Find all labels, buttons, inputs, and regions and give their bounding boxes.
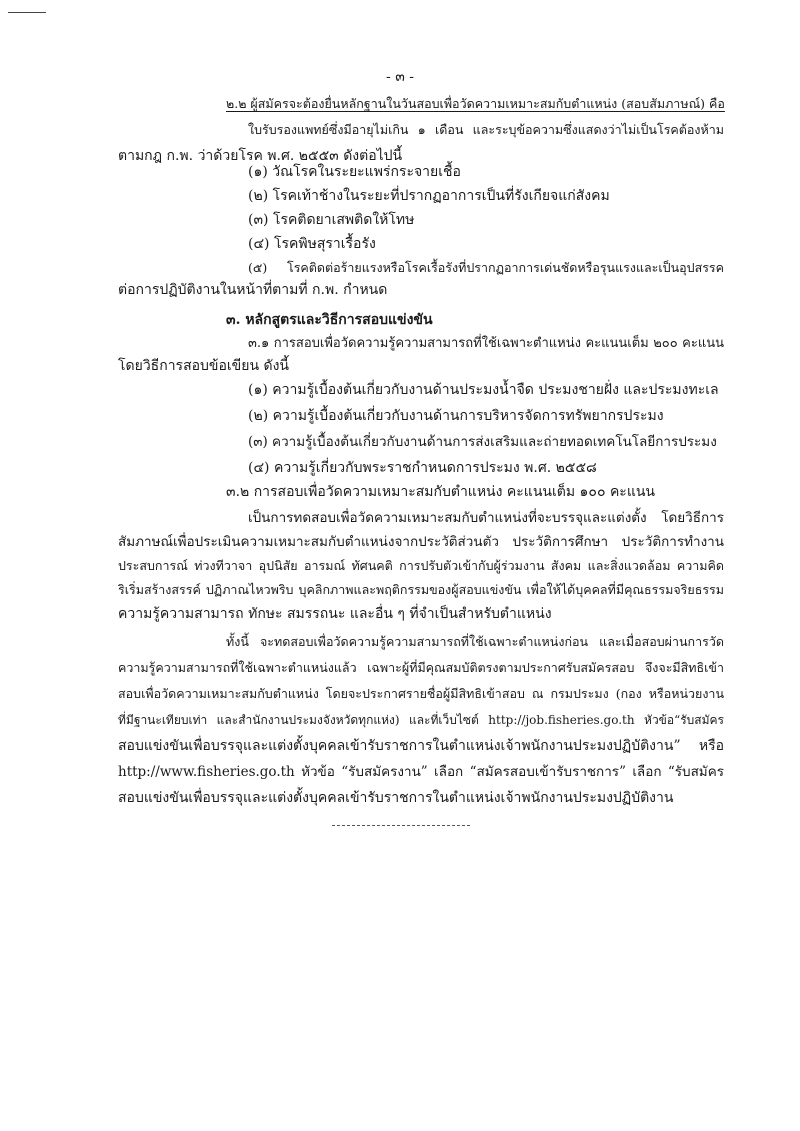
paragraph-line: ประสบการณ์ ท่วงทีวาจา อุปนิสัย อารมณ์ ทัศนคติ การปรับตัวเข้ากับผู้ร่วมงาน สังคม และสิ่งแวดล้อม ความคิด — [118, 558, 724, 573]
paragraph-line: ริเริ่มสร้างสรรค์ ปฏิภาณไหวพริบ บุคลิกภาพและพฤติกรรมของผู้สอบแข่งขัน เพื่อให้ได้บุคคลที่มีคุณธรรมจริยธรรม — [118, 582, 724, 597]
paragraph-line: สัมภาษณ์เพื่อประเมินความเหมาะสมกับตำแหน่งจากประวัติส่วนตัว ประวัติการศึกษา ประวัติการทำงาน — [118, 534, 724, 550]
end-divider — [332, 825, 470, 826]
topic-item: (๑) ความรู้เบื้องต้นเกี่ยวกับงานด้านประมงน้ำจืด ประมงชายฝั่ง และประมงทะเล — [248, 382, 719, 398]
closing-paragraph-line: สอบแข่งขันเพื่อบรรจุและแต่งตั้งบุคคลเข้ารับราชการในตำแหน่งเจ้าพนักงานประมงปฏิบัติงาน” หรือ — [118, 738, 724, 754]
disease-item: (๓) โรคติดยาเสพติดให้โทษ — [248, 212, 415, 228]
disease-item: (๒) โรคเท้าช้างในระยะที่ปรากฏอาการเป็นที่รังเกียจแก่สังคม — [248, 188, 610, 204]
closing-paragraph-line: ความรู้ความสามารถที่ใช้เฉพาะตำแหน่งแล้ว เฉพาะผู้ที่มีคุณสมบัติตรงตามประกาศรับสมัครสอบ จึงจะมีสิทธิเข้า — [118, 660, 724, 675]
section-2-2-line: ตามกฎ ก.พ. ว่าด้วยโรค พ.ศ. ๒๕๕๓ ดังต่อไปนี้ — [118, 148, 403, 164]
section-2-2-heading: ๒.๒ ผู้สมัครจะต้องยื่นหลักฐานในวันสอบเพื่อวัดความเหมาะสมกับตำแหน่ง (สอบสัมภาษณ์) คือ — [226, 96, 725, 111]
closing-paragraph-line: สอบแข่งขันเพื่อบรรจุและแต่งตั้งบุคคลเข้ารับราชการในตำแหน่งเจ้าพนักงานประมงปฏิบัติงาน — [118, 790, 674, 806]
paragraph-line: เป็นการทดสอบเพื่อวัดความเหมาะสมกับตำแหน่งที่จะบรรจุและแต่งตั้ง โดยวิธีการ — [248, 510, 724, 526]
paragraph-line: ความรู้ความสามารถ ทักษะ สมรรถนะ และอื่น ๆ ที่จำเป็นสำหรับตำแหน่ง — [118, 606, 552, 622]
section-3-heading: ๓. หลักสูตรและวิธีการสอบแข่งขัน — [226, 312, 433, 328]
disease-item: (๑) วัณโรคในระยะแพร่กระจายเชื้อ — [248, 164, 461, 180]
closing-paragraph-line: http://www.fisheries.go.th หัวข้อ “รับสมัครงาน” เลือก “สมัครสอบเข้ารับราชการ” เลือก “รับสมัคร — [118, 764, 724, 780]
closing-paragraph-line: สอบเพื่อวัดความเหมาะสมกับตำแหน่ง โดยจะประกาศรายชื่อผู้มีสิทธิเข้าสอบ ณ กรมประมง (กอง หรือหน่วยงาน — [118, 686, 724, 701]
section-2-2-line: ใบรับรองแพทย์ซึ่งมีอายุไม่เกิน ๑ เดือน และระบุข้อความซึ่งแสดงว่าไม่เป็นโรคต้องห้าม — [248, 122, 724, 137]
section-3-2-heading: ๓.๒ การสอบเพื่อวัดความเหมาะสมกับตำแหน่ง คะแนนเต็ม ๑๐๐ คะแนน — [226, 484, 655, 500]
topic-item: (๓) ความรู้เบื้องต้นเกี่ยวกับงานด้านการส่งเสริมและถ่ายทอดเทคโนโลยีการประมง — [248, 434, 717, 450]
page-number: - ๓ - — [386, 69, 414, 85]
scan-mark — [8, 12, 46, 13]
disease-item-continuation: ต่อการปฏิบัติงานในหน้าที่ตามที่ ก.พ. กำหนด — [118, 282, 388, 298]
closing-paragraph-line: ทั้งนี้ จะทดสอบเพื่อวัดความรู้ความสามารถที่ใช้เฉพาะตำแหน่งก่อน และเมื่อสอบผ่านการวัด — [226, 634, 724, 649]
closing-paragraph-line: ที่มีฐานะเทียบเท่า และสำนักงานประมงจังหวัดทุกแห่ง) และที่เว็บไซต์ http://job.fisheries.go.th หัวข้อ“รับสมัคร — [118, 713, 724, 727]
section-3-1-heading: ๓.๑ การสอบเพื่อวัดความรู้ความสามารถที่ใช้เฉพาะตำแหน่ง คะแนนเต็ม ๒๐๐ คะแนน — [248, 336, 724, 351]
topic-item: (๒) ความรู้เบื้องต้นเกี่ยวกับงานด้านการบริหารจัดการทรัพยากรประมง — [248, 408, 664, 424]
disease-item: (๕) โรคติดต่อร้ายแรงหรือโรคเรื้อรังที่ปรากฏอาการเด่นชัดหรือรุนแรงและเป็นอุปสรรค — [248, 260, 724, 275]
disease-item: (๔) โรคพิษสุราเรื้อรัง — [248, 236, 376, 252]
section-3-1-line: โดยวิธีการสอบข้อเขียน ดังนี้ — [118, 358, 289, 374]
topic-item: (๔) ความรู้เกี่ยวกับพระราชกำหนดการประมง พ.ศ. ๒๕๕๘ — [248, 460, 597, 476]
